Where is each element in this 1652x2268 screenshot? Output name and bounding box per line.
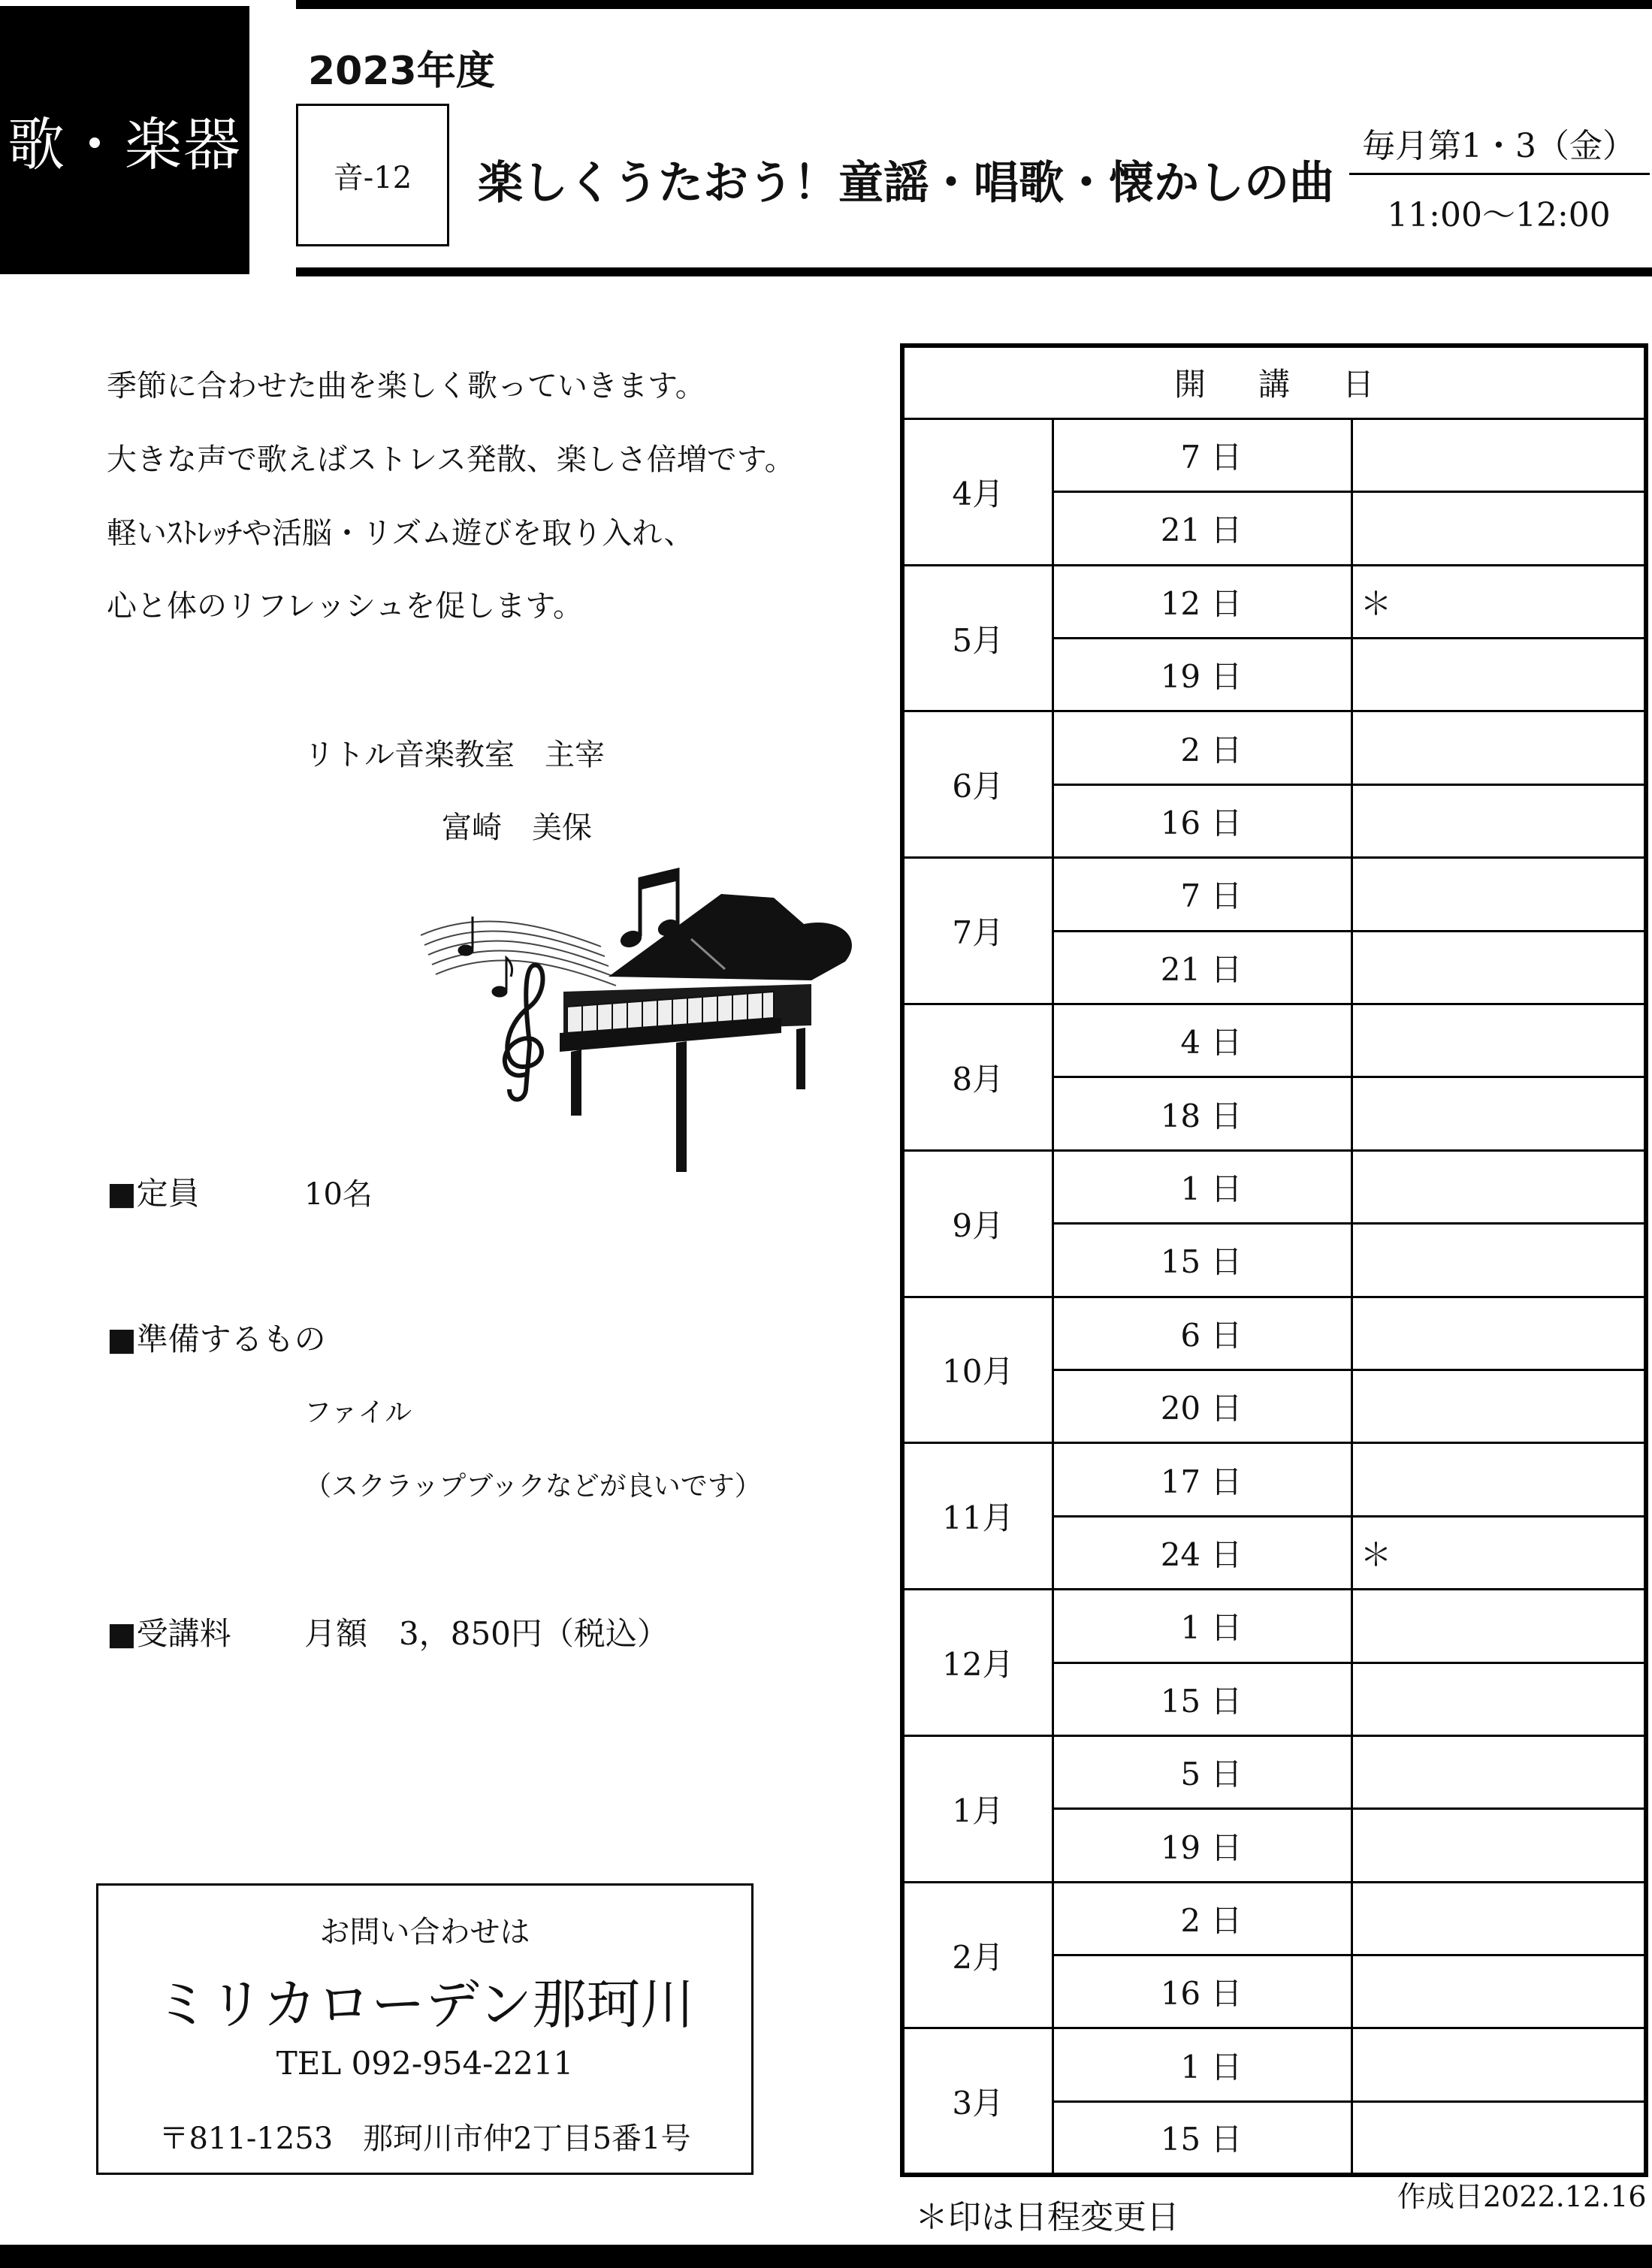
month-cell: 2月 [902, 1882, 1053, 2028]
note-cell [1351, 1297, 1646, 1370]
day-cell: 19 日 [1053, 639, 1351, 711]
items-note: （スクラップブックなどが良いです） [304, 1471, 762, 1502]
table-row [902, 418, 1646, 491]
course-code: 音-12 [296, 104, 449, 246]
day-cell: 2 日 [1053, 1882, 1351, 1955]
bottom-bar [0, 2245, 1652, 2268]
contact-name: ミリカローデン那珂川 [155, 1973, 695, 2036]
day-cell: 7 日 [1053, 418, 1351, 491]
table-row [902, 1735, 1646, 1808]
header-bottom-rule [296, 267, 1652, 276]
table-row [902, 1443, 1646, 1516]
note-cell [1351, 639, 1646, 711]
fiscal-year: 2023年度 [308, 49, 495, 94]
schedule-divider [1349, 173, 1650, 175]
day-cell: 20 日 [1053, 1370, 1351, 1442]
note-cell [1351, 1370, 1646, 1442]
day-cell: 5 日 [1053, 1735, 1351, 1808]
day-cell: 21 日 [1053, 931, 1351, 1004]
day-cell: 15 日 [1053, 2101, 1351, 2174]
day-cell: 16 日 [1053, 1955, 1351, 2028]
note-cell [1351, 2028, 1646, 2101]
music-staff-icon [421, 921, 616, 986]
table-row [902, 1297, 1646, 1370]
intro-line: 季節に合わせた曲を楽しく歌っていきます。 [107, 369, 705, 403]
note-cell [1351, 1809, 1646, 1882]
table-row [902, 565, 1646, 638]
day-cell: 24 日 [1053, 1516, 1351, 1589]
music-note-icon [458, 870, 681, 997]
month-cell: 9月 [902, 1150, 1053, 1297]
grand-piano-icon [560, 894, 852, 1172]
table-row [902, 1882, 1646, 1955]
note-cell [1351, 1590, 1646, 1662]
schedule-time: 11:00～12:00 [1387, 196, 1611, 234]
day-cell: 15 日 [1053, 1224, 1351, 1297]
course-title: 楽しくうたおう！童謡・唱歌・懐かしの曲 [478, 157, 1334, 210]
note-cell [1351, 1955, 1646, 2028]
note-cell: ＊ [1351, 565, 1646, 638]
note-cell [1351, 418, 1646, 491]
note-cell [1351, 931, 1646, 1004]
capacity-value: 10名 [304, 1177, 373, 1212]
note-cell [1351, 1077, 1646, 1150]
month-cell: 3月 [902, 2028, 1053, 2175]
note-cell [1351, 858, 1646, 931]
month-cell: 5月 [902, 565, 1053, 711]
note-cell [1351, 784, 1646, 857]
contact-heading: お問い合わせは [319, 1915, 530, 1949]
note-cell [1351, 1224, 1646, 1297]
note-cell [1351, 492, 1646, 565]
day-cell: 1 日 [1053, 1590, 1351, 1662]
day-cell: 12 日 [1053, 565, 1351, 638]
session-dates-table [900, 343, 1648, 2177]
table-row [902, 1150, 1646, 1223]
intro-line: 心と体のリフレッシュを促します。 [107, 589, 583, 624]
treble-clef-icon [505, 965, 543, 1100]
capacity-label: ■定員 [107, 1175, 200, 1212]
table-row [902, 1004, 1646, 1077]
day-cell: 7 日 [1053, 858, 1351, 931]
day-cell: 19 日 [1053, 1809, 1351, 1882]
note-cell [1351, 711, 1646, 784]
fee-value: 月額 3，850円（税込） [304, 1615, 669, 1652]
contact-tel: TEL 092-954-2211 [276, 2045, 574, 2082]
day-cell: 6 日 [1053, 1297, 1351, 1370]
category-label: 歌・楽器 [0, 6, 249, 274]
note-cell [1351, 1004, 1646, 1077]
items-label: ■準備するもの [107, 1321, 326, 1357]
note-cell [1351, 1882, 1646, 1955]
created-date: 作成日2022.12.16 [1397, 2180, 1647, 2213]
month-cell: 10月 [902, 1297, 1053, 1443]
month-cell: 11月 [902, 1443, 1053, 1590]
month-cell: 6月 [902, 711, 1053, 858]
note-cell: ＊ [1351, 1516, 1646, 1589]
day-cell: 18 日 [1053, 1077, 1351, 1150]
note-cell [1351, 1150, 1646, 1223]
day-cell: 4 日 [1053, 1004, 1351, 1077]
month-cell: 4月 [902, 418, 1053, 565]
contact-address: 〒811-1253 那珂川市仲2丁目5番1号 [159, 2122, 691, 2156]
note-cell [1351, 1735, 1646, 1808]
fee-label: ■受講料 [107, 1615, 231, 1652]
teacher-name: 富崎 美保 [442, 811, 592, 845]
note-cell [1351, 2101, 1646, 2174]
table-header: 開講日 [902, 346, 1646, 418]
piano-illustration [421, 864, 856, 1194]
note-cell [1351, 1443, 1646, 1516]
teacher-affiliation: リトル音楽教室 主宰 [304, 738, 605, 772]
intro-line: 軽いｽﾄﾚｯﾁや活脳・リズム遊びを取り入れ、 [107, 516, 694, 551]
contact-box [96, 1883, 754, 2175]
day-cell: 15 日 [1053, 1662, 1351, 1735]
table-row [902, 2028, 1646, 2101]
table-row [902, 1590, 1646, 1662]
table-row [902, 711, 1646, 784]
top-rule [296, 0, 1652, 9]
month-cell: 7月 [902, 858, 1053, 1004]
table-row [902, 858, 1646, 931]
month-cell: 8月 [902, 1004, 1053, 1151]
note-cell [1351, 1662, 1646, 1735]
day-cell: 21 日 [1053, 492, 1351, 565]
month-cell: 1月 [902, 1735, 1053, 1882]
day-cell: 2 日 [1053, 711, 1351, 784]
day-cell: 1 日 [1053, 1150, 1351, 1223]
intro-line: 大きな声で歌えばストレス発散、楽しさ倍増です。 [107, 442, 795, 477]
schedule-days: 毎月第1・3（金） [1362, 127, 1635, 165]
day-cell: 16 日 [1053, 784, 1351, 857]
day-cell: 17 日 [1053, 1443, 1351, 1516]
footnote: ＊印は日程変更日 [915, 2198, 1179, 2236]
items-value: ファイル [304, 1397, 412, 1428]
day-cell: 1 日 [1053, 2028, 1351, 2101]
month-cell: 12月 [902, 1590, 1053, 1736]
